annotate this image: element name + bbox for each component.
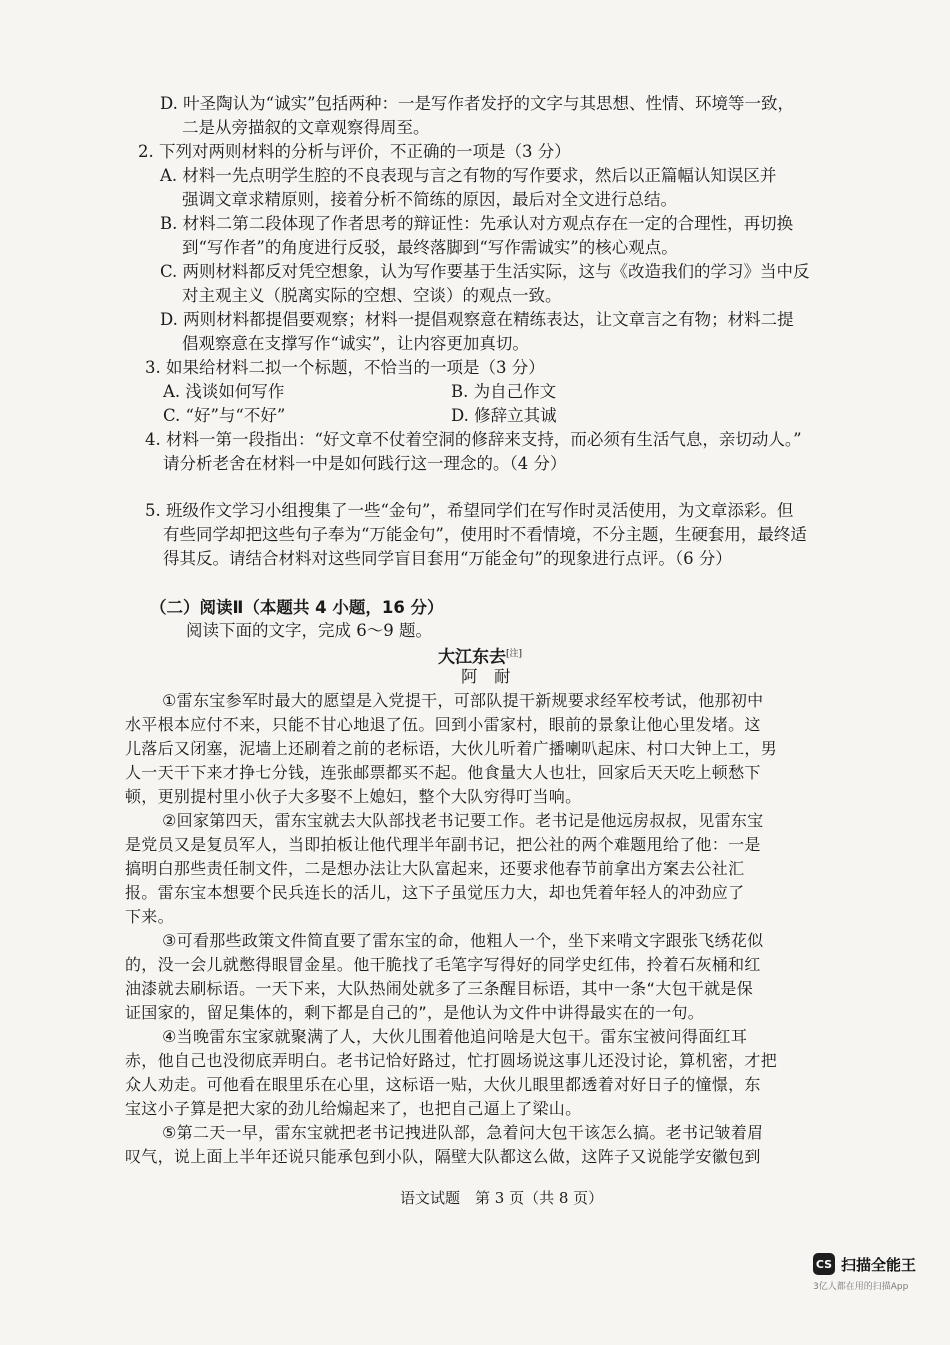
story-p2-line: 下来。 <box>125 907 174 926</box>
story-p1-line: 顿，更别提村里小伙子大多娶不上媳妇，整个大队穷得叮当响。 <box>125 787 582 806</box>
q3-option-a: A. 浅谈如何写作 <box>163 382 285 401</box>
q2-option-c-line1: C. 两则材料都反对凭空想象，认为写作要基于生活实际，这与《改造我们的学习》当中反 <box>160 262 810 281</box>
story-p2-line: 报。雷东宝本想要个民兵连长的活儿，这下子虽觉压力大，却也凭着年轻人的冲劲应了 <box>125 883 745 902</box>
q3-stem: 3. 如果给材料二拟一个标题，不恰当的一项是（3 分） <box>145 358 545 377</box>
story-p3-line: ③可看那些政策文件简直要了雷东宝的命，他粗人一个，坐下来啃文字跟张飞绣花似 <box>162 931 764 950</box>
q4-line2: 请分析老舍在材料一中是如何践行这一理念的。（4 分） <box>163 454 567 473</box>
watermark-name: 扫描全能王 <box>841 1255 917 1274</box>
q3-option-c: C. “好”与“不好” <box>163 406 286 425</box>
story-title: 大江东去[注] <box>438 647 523 668</box>
story-p4-line: 众人劝走。可他看在眼里乐在心里，这标语一贴，大伙儿眼里都透着对好日子的憧憬，东 <box>125 1075 761 1094</box>
watermark-subtitle: 3亿人都在用的扫描App <box>813 1282 909 1292</box>
story-p3-line: 油漆就去刷标语。一天下来，大队热闹处就多了三条醒目标语，其中一条“大包干就是保 <box>125 979 753 998</box>
q2-option-b-line2: 到“写作者”的角度进行反驳，最终落脚到“写作需诚实”的核心观点。 <box>182 238 678 257</box>
story-p2-line: 是党员又是复员军人，当即拍板让他代理半年副书记，把公社的两个难题甩给了他：一是 <box>125 835 761 854</box>
q5-line2: 有些同学却把这些句子奉为“万能金句”，使用时不看情境，不分主题，生硬套用，最终适 <box>163 525 807 544</box>
story-p1-line: 水平根本应付不来，只能不甘心地退了伍。回到小雷家村，眼前的景象让他心里发堵。这 <box>125 715 761 734</box>
scanner-watermark <box>813 1253 916 1275</box>
story-p5-line: 叹气，说上面上半年还说只能承包到小队，隔壁大队都这么做，这阵子又说能学安徽包到 <box>125 1147 761 1166</box>
q2-option-a-line1: A. 材料一先点明学生腔的不良表现与言之有物的写作要求，然后以正篇幅认知误区并 <box>160 166 777 185</box>
q2-option-b-line1: B. 材料二第二段体现了作者思考的辩证性：先承认对方观点存在一定的合理性，再切换 <box>160 214 794 233</box>
q2-option-c-line2: 对主观主义（脱离实际的空想、空谈）的观点一致。 <box>182 286 562 305</box>
story-p1-line: 儿落后又闭塞，泥墙上还刷着之前的老标语，大伙儿听着广播喇叭起床、村口大钟上工，男 <box>125 739 778 758</box>
story-note-mark: [注] <box>506 649 523 659</box>
story-author: 阿 耐 <box>461 667 511 686</box>
q2-option-d-line2: 倡观察意在支撑写作“诚实”，让内容更加真切。 <box>182 334 529 353</box>
story-p4-line: 宝这小子算是把大家的劲儿给煽起来了，也把自己逼上了梁山。 <box>125 1099 582 1118</box>
q4-line1: 4. 材料一第一段指出：“好文章不仗着空洞的修辞来支持，而必须有生活气息，亲切动人。” <box>145 430 802 449</box>
camscanner-logo-icon: CS <box>813 1253 835 1275</box>
q1-option-d-line1: D. 叶圣陶认为“诚实”包括两种：一是写作者发抒的文字与其思想、性情、环境等一致， <box>160 94 795 113</box>
section-heading: （二）阅读Ⅱ（本题共 4 小题，16 分） <box>150 598 444 617</box>
story-p1-line: 人一天干下来才挣七分钱，连张邮票都买不起。他食量大人也壮，回家后天天吃上顿愁下 <box>125 763 761 782</box>
story-p5-line: ⑤第二天一早，雷东宝就把老书记拽进队部，急着问大包干该怎么搞。老书记皱着眉 <box>162 1123 764 1142</box>
q2-option-d-line1: D. 两则材料都提倡要观察；材料一提倡观察意在精练表达，让文章言之有物；材料二提 <box>160 310 794 329</box>
q1-option-d-line2: 二是从旁描叙的文章观察得周至。 <box>182 118 430 137</box>
story-p2-line: ②回家第四天，雷东宝就去大队部找老书记要工作。老书记是他远房叔叔，见雷东宝 <box>162 811 764 830</box>
page-footer: 语文试题 第 3 页（共 8 页） <box>400 1189 604 1207</box>
section-instruction: 阅读下面的文字，完成 6～9 题。 <box>186 621 432 640</box>
story-p4-line: ④当晚雷东宝家就聚满了人，大伙儿围着他追问啥是大包干。雷东宝被问得面红耳 <box>162 1027 748 1046</box>
q5-line3: 得其反。请结合材料对这些同学盲目套用“万能金句”的现象进行点评。（6 分） <box>163 549 732 568</box>
story-p2-line: 搞明白那些责任制文件，二是想办法让大队富起来，还要求他春节前拿出方案去公社汇 <box>125 859 745 878</box>
story-p4-line: 赤，他自己也没彻底弄明白。老书记恰好路过，忙打圆场说这事儿还没讨论，算机密，才把 <box>125 1051 778 1070</box>
q2-option-a-line2: 强调文章求精原则，接着分析不简练的原因，最后对全文进行总结。 <box>182 190 677 209</box>
q3-option-b: B. 为自己作文 <box>451 382 557 401</box>
q5-line1: 5. 班级作文学习小组搜集了一些“金句”，希望同学们在写作时灵活使用，为文章添彩。但 <box>145 501 794 520</box>
q3-option-d: D. 修辞立其诚 <box>451 406 557 425</box>
story-p1-line: ①雷东宝参军时最大的愿望是入党提干，可部队提干新规要求经军校考试，他那初中 <box>162 691 764 710</box>
story-p3-line: 证国家的，留足集体的，剩下都是自己的”，是他认为文件中讲得最实在的一句。 <box>125 1003 705 1022</box>
q2-stem: 2. 下列对两则材料的分析与评价，不正确的一项是（3 分） <box>138 142 571 161</box>
story-p3-line: 的，没一会儿就憋得眼冒金星。他干脆找了毛笔字写得好的同学史红伟，拎着石灰桶和红 <box>125 955 761 974</box>
